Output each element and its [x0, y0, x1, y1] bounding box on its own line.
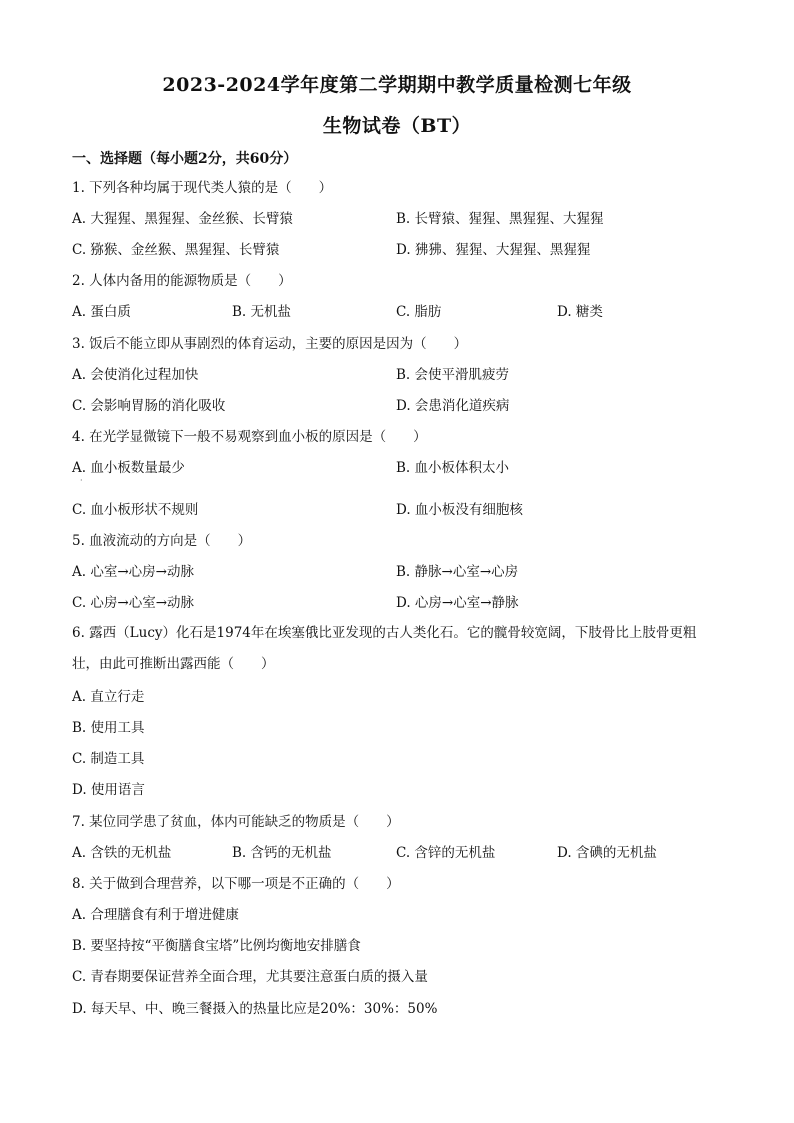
question-stem: 2. 人体内备用的能源物质是（ ）: [72, 273, 292, 289]
option-d: D. 使用语言: [72, 782, 145, 798]
exam-title: 2023-2024学年度第二学期期中教学质量检测七年级: [162, 74, 632, 96]
option-a: A. 会使消化过程加快: [72, 367, 199, 383]
question-stem: 5. 血液流动的方向是（ ）: [72, 533, 252, 549]
question-stem: 8. 关于做到合理营养，以下哪一项是不正确的（ ）: [72, 876, 400, 892]
option-d: D. 含碘的无机盐: [557, 845, 657, 861]
question-stem: 7. 某位同学患了贫血，体内可能缺乏的物质是（ ）: [72, 814, 400, 830]
section-heading: 一、选择题（每小题2分，共60分）: [72, 151, 298, 167]
option-b: B. 使用工具: [72, 720, 145, 736]
exam-subtitle: 生物试卷（BT）: [322, 115, 472, 137]
option-d: D. 血小板没有细胞核: [396, 502, 523, 518]
option-d: D. 心房→心室→静脉: [396, 595, 519, 611]
option-c: C. 青春期要保证营养全面合理，尤其要注意蛋白质的摄入量: [72, 969, 428, 985]
option-d: D. 每天早、中、晚三餐摄入的热量比应是20%：30%：50%: [72, 1001, 438, 1017]
option-c: C. 含锌的无机盐: [396, 845, 496, 861]
option-b: B. 静脉→心室→心房: [396, 564, 519, 580]
question-stem: 4. 在光学显微镜下一般不易观察到血小板的原因是（ ）: [72, 429, 427, 445]
option-a: A. 血小板数量最少: [72, 460, 185, 476]
option-c: C. 脂肪: [396, 304, 442, 320]
option-c: C. 猕猴、金丝猴、黑猩猩、长臂猿: [72, 242, 280, 258]
option-d: D. 糖类: [557, 304, 603, 320]
option-a: A. 大猩猩、黑猩猩、金丝猴、长臂猿: [72, 211, 293, 227]
option-d: D. 狒狒、猩猩、大猩猩、黑猩猩: [396, 242, 591, 258]
option-b: B. 含钙的无机盐: [232, 845, 332, 861]
stray-mark: ·: [80, 476, 83, 485]
option-b: B. 要坚持按“平衡膳食宝塔”比例均衡地安排膳食: [72, 938, 361, 954]
question-stem: 6. 露西（Lucy）化石是1974年在埃塞俄比亚发现的古人类化石。它的髋骨较宽阔，下肢骨比上肢骨更粗壮，由此可推断出露西能（ ）: [72, 625, 697, 672]
option-c: C. 血小板形状不规则: [72, 502, 199, 518]
option-c: C. 制造工具: [72, 751, 145, 767]
option-b: B. 长臂猿、猩猩、黑猩猩、大猩猩: [396, 211, 604, 227]
option-a: A. 合理膳食有利于增进健康: [72, 907, 239, 923]
option-c: C. 心房→心室→动脉: [72, 595, 195, 611]
question-stem: 3. 饭后不能立即从事剧烈的体育运动，主要的原因是因为（ ）: [72, 336, 468, 352]
option-a: A. 蛋白质: [72, 304, 131, 320]
option-a: A. 含铁的无机盐: [72, 845, 172, 861]
option-a: A. 心室→心房→动脉: [72, 564, 194, 580]
option-d: D. 会患消化道疾病: [396, 398, 510, 414]
option-b: B. 会使平滑肌疲劳: [396, 367, 510, 383]
option-b: B. 血小板体积太小: [396, 460, 510, 476]
option-c: C. 会影响胃肠的消化吸收: [72, 398, 226, 414]
option-b: B. 无机盐: [232, 304, 292, 320]
question-stem: 1. 下列各种均属于现代类人猿的是（ ）: [72, 180, 333, 196]
option-a: A. 直立行走: [72, 689, 145, 705]
